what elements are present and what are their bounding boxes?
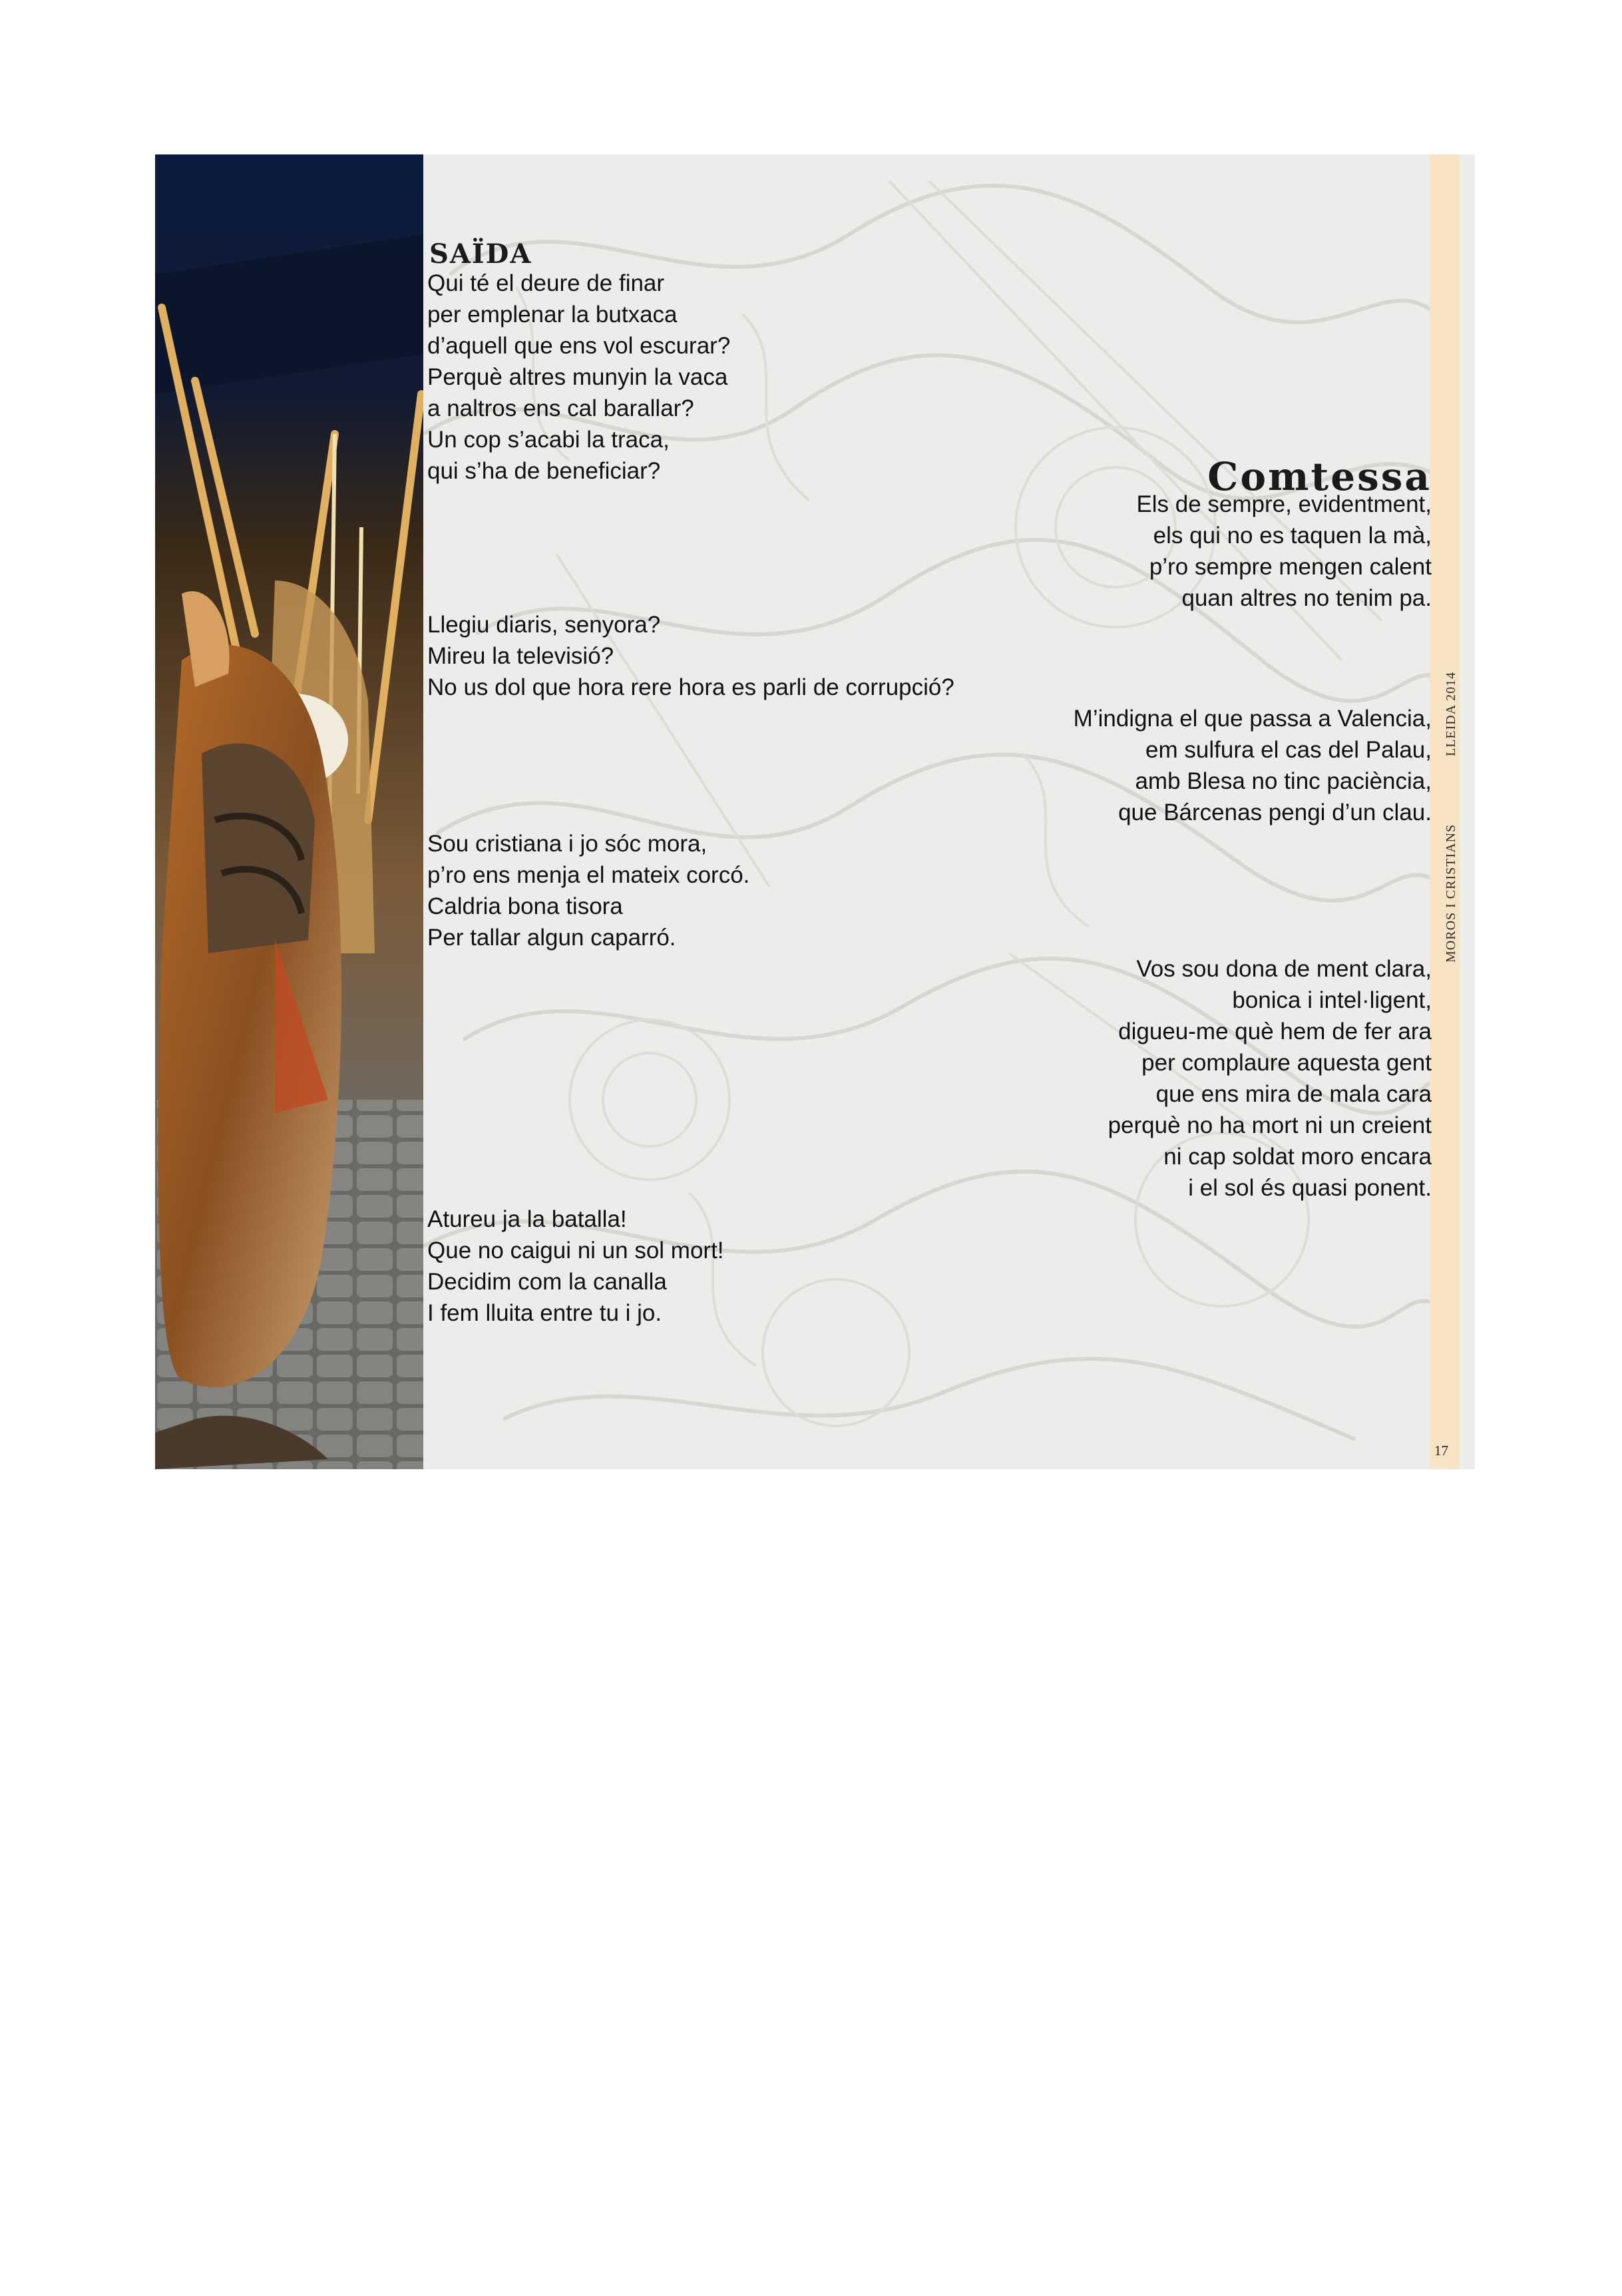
stanza-7 [427,1204,724,1329]
verse-line: No us dol que hora rere hora es parli de corrupció? [427,674,954,700]
verse-line: que Bárcenas pengi d’un clau. [1118,800,1432,825]
verse-line: quan altres no tenim pa. [1181,585,1432,611]
verse-line: d’aquell que ens vol escurar? [427,333,731,359]
verse-line: per complaure aquesta gent [1141,1050,1432,1076]
stanza-1 [427,268,730,487]
verse-line: p’ro sempre mengen calent [1149,554,1432,580]
verse-line: ni cap soldat moro encara [1163,1144,1432,1170]
verse-line: Un cop s’acabi la traca, [427,427,670,453]
stanza-5 [427,828,749,953]
verse-line: I fem lluita entre tu i jo. [427,1300,662,1326]
verse-line: a naltros ens cal barallar? [427,395,694,421]
speaker-saida-label: SAÏDA [429,238,532,270]
verse-line: Vos sou dona de ment clara, [1136,956,1432,982]
verse-line: Decidim com la canalla [427,1269,667,1295]
verse-line: p’ro ens menja el mateix corcó. [427,862,750,888]
verse-line: i el sol és quasi ponent. [1188,1175,1432,1201]
verse-line: Que no caigui ni un sol mort! [427,1238,724,1263]
verse-line: amb Blesa no tinc paciència, [1135,768,1432,794]
verse-line: Els de sempre, evidentment, [1136,491,1432,517]
verse-line: per emplenar la butxaca [427,302,678,328]
verse-line: Perquè altres munyin la vaca [427,364,728,390]
verse-line: els qui no es taquen la mà, [1153,523,1432,549]
verse-line: Llegiu diaris, senyora? [427,612,661,638]
verse-line: Qui té el deure de finar [427,270,665,296]
event-label: LLEIDA 2014 [1444,671,1458,756]
magazine-page [155,154,1475,1469]
stanza-2 [1136,489,1432,614]
verse-line: Mireu la televisió? [427,643,614,669]
verse-line: bonica i intel·ligent, [1232,987,1432,1013]
stanza-6 [1108,953,1432,1204]
procession-photo [155,154,423,1469]
verse-line: digueu-me què hem de fer ara [1118,1019,1432,1044]
verse-line: perquè no ha mort ni un creient [1108,1112,1432,1138]
speaker-comtessa-label: Comtessa [1207,454,1432,499]
page-number: 17 [1434,1443,1448,1459]
stanza-4 [1074,703,1432,828]
verse-line: em sulfura el cas del Palau, [1145,737,1432,763]
stanza-3 [427,609,954,703]
verse-line: Atureu ja la batalla! [427,1206,627,1232]
verse-line: M’indigna el que passa a Valencia, [1073,706,1432,732]
verse-line: Caldria bona tisora [427,893,623,919]
verse-line: qui s’ha de beneficiar? [427,458,661,484]
publication-label: MOROS I CRISTIANS [1444,823,1458,963]
verse-line: Sou cristiana i jo sóc mora, [427,831,708,857]
side-strip [1430,154,1460,1469]
verse-line: Per tallar algun caparró. [427,925,676,951]
verse-line: que ens mira de mala cara [1155,1081,1432,1107]
